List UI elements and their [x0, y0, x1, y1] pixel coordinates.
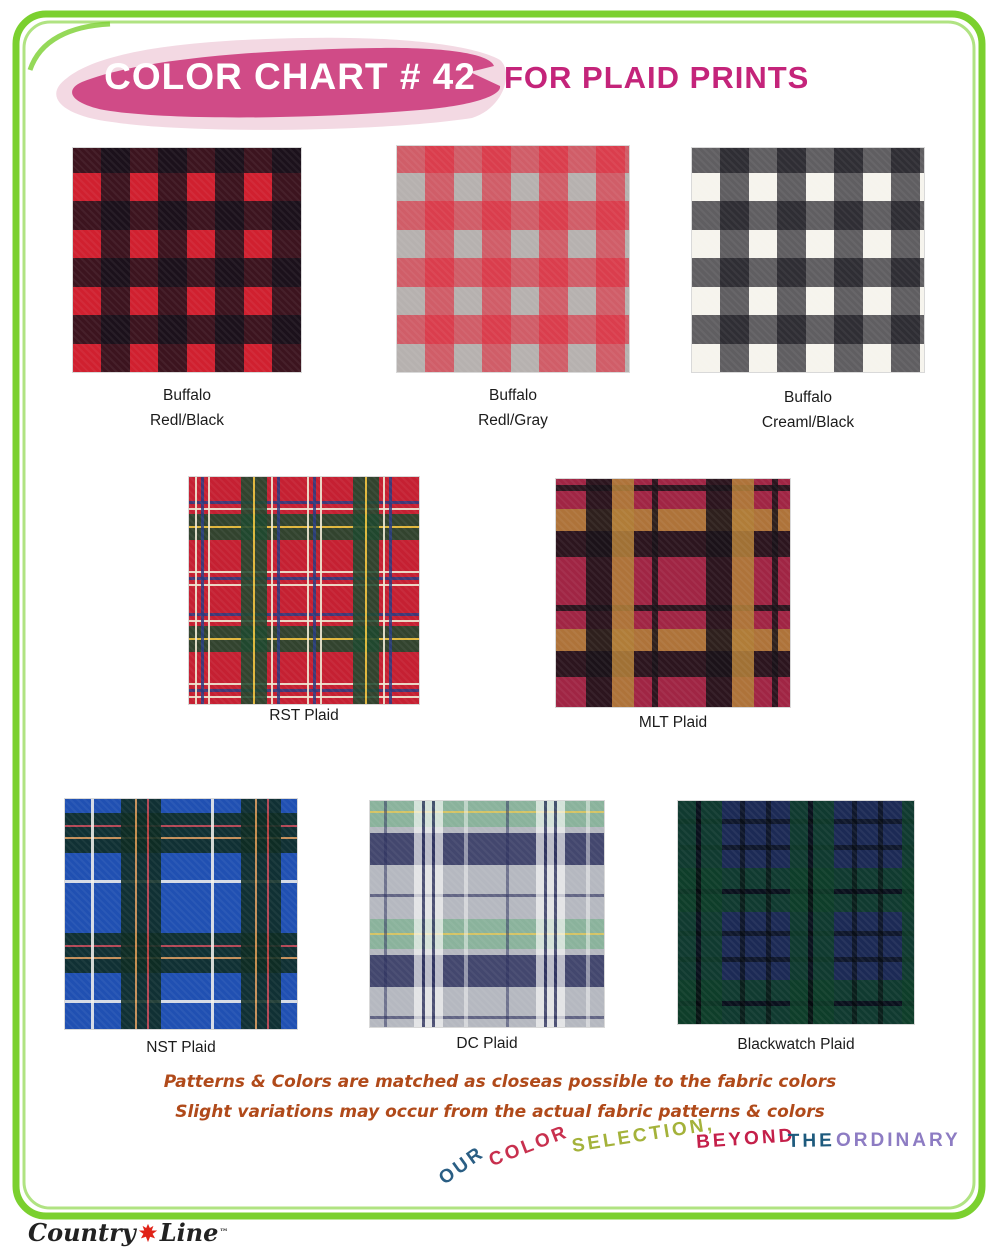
disclaimer-line-2: Slight variations may occur from the actual fabric patterns & colors: [175, 1102, 825, 1122]
logo-text-country: Country: [28, 1218, 136, 1247]
swatch-label: Blackwatch Plaid: [737, 1036, 855, 1053]
swatch-label: NST Plaid: [146, 1039, 216, 1056]
logo-text-line: Line: [159, 1218, 219, 1247]
swatch-buffalo-red-black: [72, 147, 302, 373]
tagline-word-beyond: BEYOND: [695, 1125, 796, 1154]
maple-leaf-icon: [138, 1223, 158, 1243]
tagline-word-color: COLOR: [486, 1121, 572, 1172]
tagline-word-selection: SELECTION,: [570, 1113, 717, 1158]
tagline-word-ordinary: ORDINARY: [836, 1130, 961, 1151]
swatch-label: MLT Plaid: [638, 714, 708, 731]
swatch-rst-plaid: [188, 476, 420, 705]
swatch-nst-plaid: [64, 798, 298, 1030]
disclaimer-line-1: Patterns & Colors are matched as closeas possible to the fabric colors: [163, 1072, 837, 1092]
swatch-mlt-plaid: [555, 478, 791, 708]
swatch-label: Buffalo Redl/Black: [149, 387, 225, 429]
tagline-word-our: OUR: [435, 1142, 489, 1190]
swatch-buffalo-cream-black: [691, 147, 925, 373]
swatch-label: Buffalo Redl/Gray: [478, 387, 548, 429]
swatch-buffalo-red-gray: [396, 145, 630, 373]
tagline-word-the: THE: [787, 1130, 835, 1153]
page-subtitle: FOR PLAID PRINTS: [504, 60, 810, 95]
page-title: COLOR CHART # 42: [104, 56, 476, 97]
swatch-dc-plaid: [369, 800, 605, 1028]
logo-trademark: ™: [219, 1227, 229, 1238]
country-line-logo: [28, 1218, 228, 1247]
swatch-label: Buffalo Creaml/Black: [761, 389, 855, 431]
swatch-blackwatch-plaid: [677, 800, 915, 1025]
swatch-label: DC Plaid: [456, 1035, 518, 1052]
swatch-label: RST Plaid: [269, 707, 339, 724]
